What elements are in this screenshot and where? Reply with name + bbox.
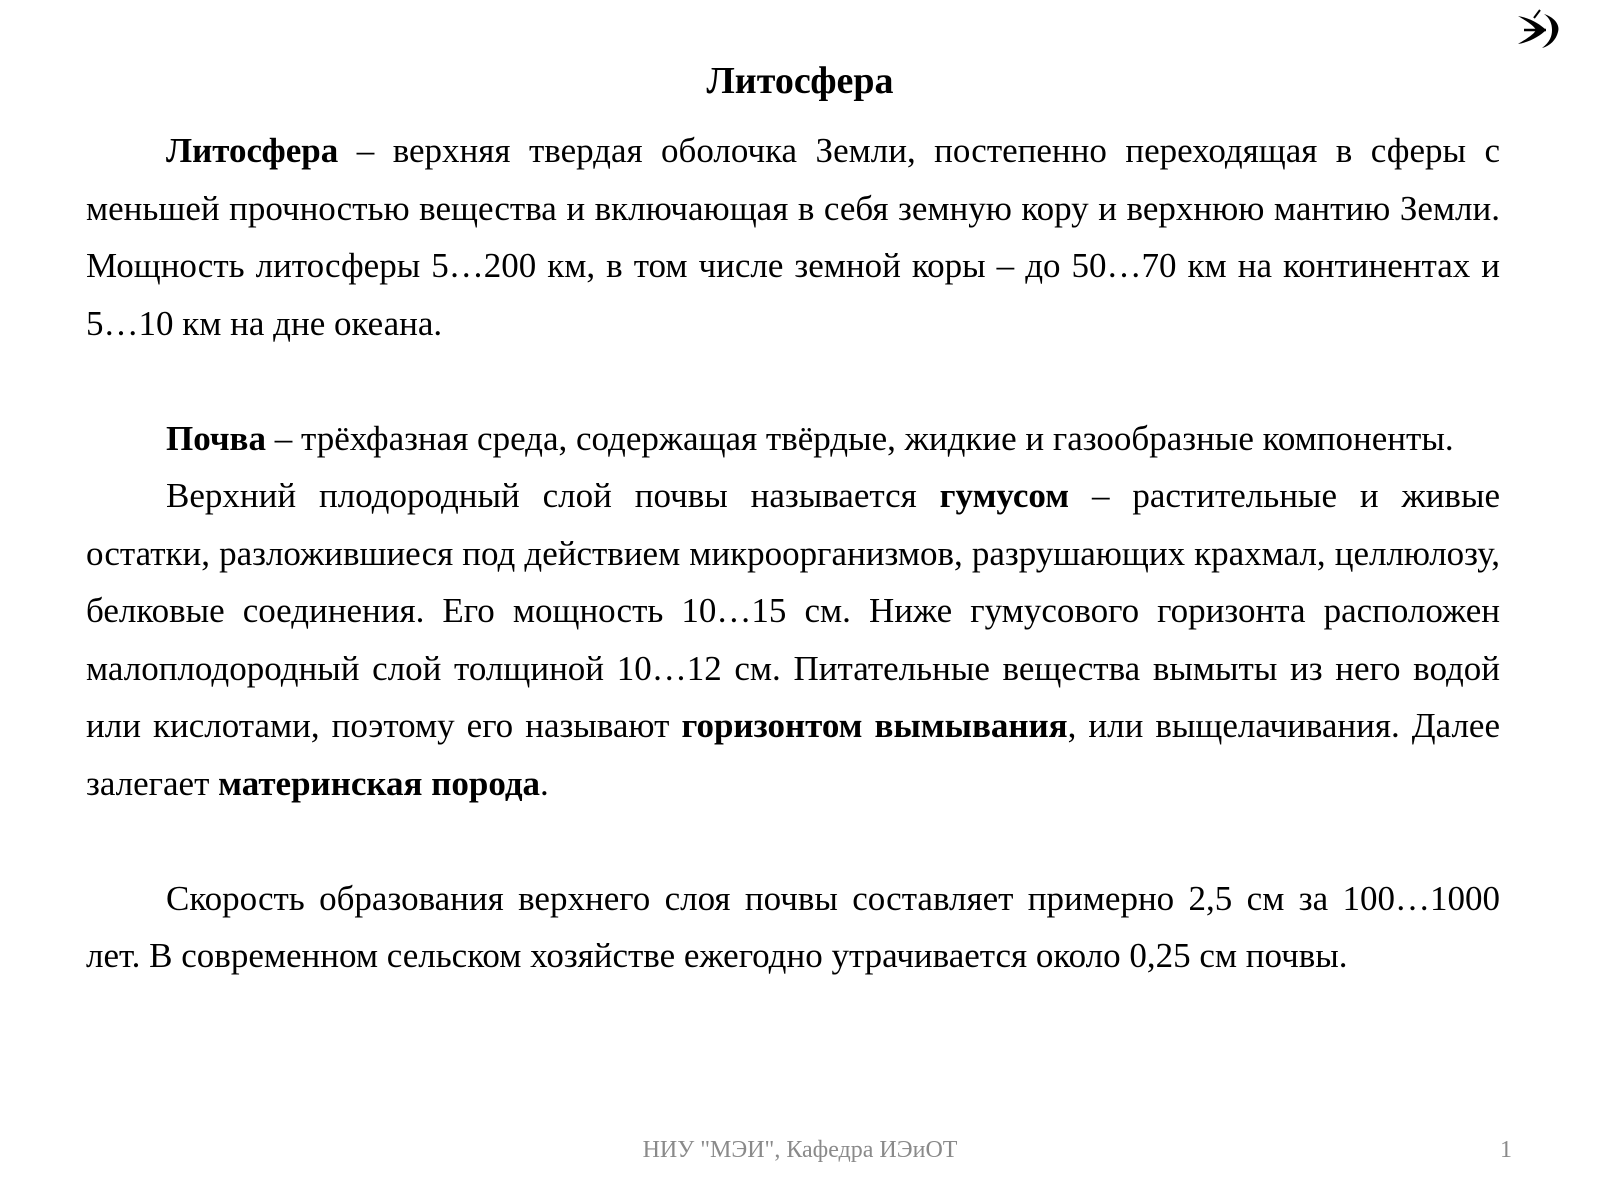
document-body (86, 122, 1500, 985)
paragraph-humus (86, 467, 1500, 812)
paragraph-text: – трёхфазная среда, содержащая твёрдые, жидкие и газообразные компоненты. (265, 418, 1454, 458)
paragraph-text: Скорость образования верхнего слоя почвы составляет примерно 2,5 см за 100…1000 лет. В современном сельском хозяйстве ежегодно утрачивается около 0,25 см почвы. (86, 878, 1500, 975)
paragraph-lithosphere (86, 122, 1500, 352)
paragraph-text: , или выщелачивания. Далее залегает (86, 706, 1501, 803)
page-title: Литосфера (706, 60, 894, 102)
term-humus: гумусом (939, 476, 1070, 515)
paragraph-spacer (86, 812, 1500, 870)
term-soil: Почва (166, 418, 266, 458)
paragraph-text: – растительные и живые остатки, разложившиеся под действием микроорганизмов, разрушающих крахмал, целлюлозу, белковые соединения. Его мощность 10…15 см. Ниже гумусового горизонта расположен малоплодородный слой толщиной 10…12 см. Питательные вещества вымыты из него водой или кислотами, поэтому его называют (86, 476, 1500, 745)
mei-swallow-logo-icon (1516, 8, 1560, 52)
paragraph-soil (86, 410, 1500, 468)
term-leaching-horizon: горизонтом вымывания (681, 706, 1068, 745)
paragraph-text: – верхняя твердая оболочка Земли, постепенно переходящая в сферы с меньшей прочностью вещества и включающая в себя земную кору и верхнюю мантию Земли. Мощность литосферы 5…200 км, в том числе земной коры – до 50…70 км на континентах и 5…10 км на дне океана. (86, 131, 1500, 343)
footer-organization: НИУ "МЭИ", Кафедра ИЭиОТ (642, 1137, 958, 1163)
paragraph-text: Верхний плодородный слой почвы называется (166, 476, 940, 515)
paragraph-text: . (540, 763, 549, 803)
paragraph-spacer (86, 352, 1500, 410)
paragraph-formation-rate (86, 870, 1500, 985)
term-parent-rock: материнская порода (218, 763, 541, 803)
page-number: 1 (1500, 1137, 1512, 1163)
term-lithosphere: Литосфера (166, 131, 339, 170)
